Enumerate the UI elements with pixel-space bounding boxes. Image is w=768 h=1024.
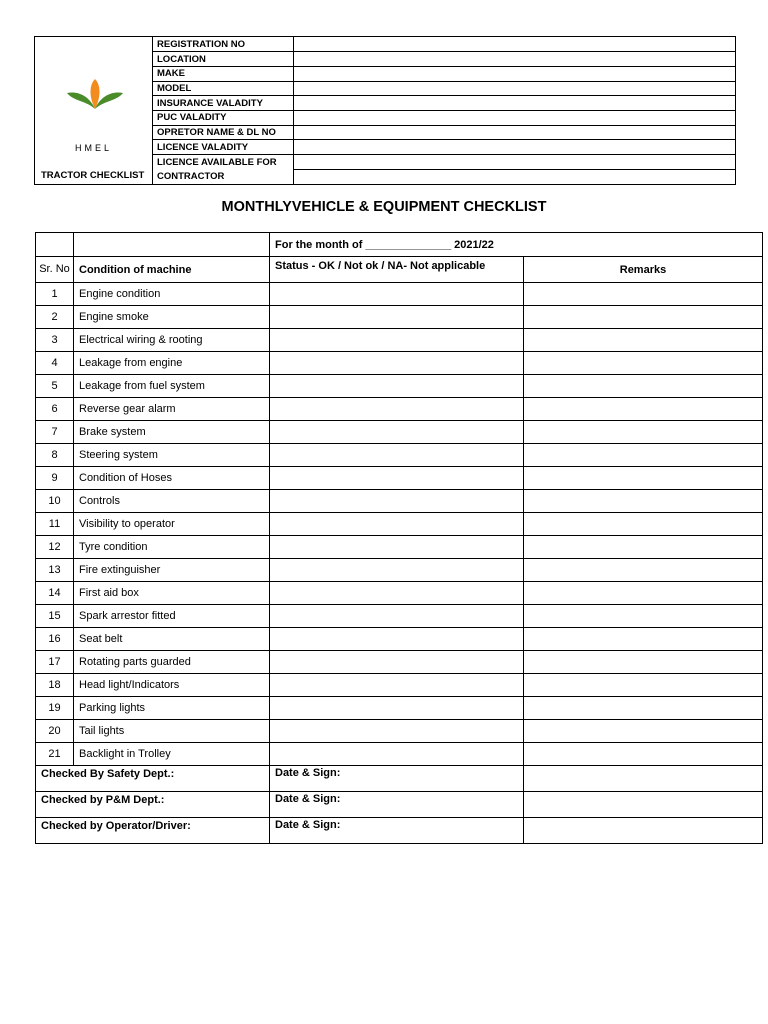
info-label: LICENCE VALADITY [152, 140, 293, 155]
checklist-row [36, 490, 763, 513]
col-status-header: Status - OK / Not ok / NA- Not applicable [270, 257, 524, 283]
checklist-row [36, 398, 763, 421]
row-number: 2 [36, 306, 74, 329]
info-label: LICENCE AVAILABLE FOR [152, 155, 293, 170]
info-row [152, 169, 736, 184]
row-number: 3 [36, 329, 74, 352]
signature-label: Checked By Safety Dept.: [36, 766, 270, 792]
info-label: MODEL [152, 81, 293, 96]
checklist-row [36, 743, 763, 766]
checklist-row [36, 306, 763, 329]
checklist-row [36, 720, 763, 743]
row-item: Head light/Indicators [74, 674, 270, 697]
info-value-field[interactable] [293, 125, 736, 140]
row-number: 17 [36, 651, 74, 674]
row-item: Electrical wiring & rooting [74, 329, 270, 352]
info-row [152, 155, 736, 170]
row-number: 7 [36, 421, 74, 444]
row-item: Tail lights [74, 720, 270, 743]
row-number: 1 [36, 283, 74, 306]
checklist-row [36, 651, 763, 674]
row-status-field[interactable] [270, 329, 524, 352]
row-status-field[interactable] [270, 559, 524, 582]
checklist-row [36, 536, 763, 559]
row-remarks-field[interactable] [524, 536, 763, 559]
row-item: Brake system [74, 421, 270, 444]
row-number: 8 [36, 444, 74, 467]
info-row [152, 52, 736, 67]
signature-remarks-field[interactable] [524, 792, 763, 818]
row-number: 19 [36, 697, 74, 720]
vehicle-info-header [34, 36, 736, 185]
checklist-row [36, 467, 763, 490]
date-sign-field[interactable]: Date & Sign: [270, 818, 524, 844]
row-number: 21 [36, 743, 74, 766]
signature-row [36, 792, 763, 818]
col-remarks-header: Remarks [524, 257, 763, 283]
row-status-field[interactable] [270, 306, 524, 329]
row-number: 14 [36, 582, 74, 605]
row-number: 16 [36, 628, 74, 651]
signature-label: Checked by P&M Dept.: [36, 792, 270, 818]
row-status-field[interactable] [270, 375, 524, 398]
checklist-row [36, 697, 763, 720]
row-remarks-field[interactable] [524, 605, 763, 628]
checklist-row [36, 375, 763, 398]
row-remarks-field[interactable] [524, 306, 763, 329]
row-status-field[interactable] [270, 467, 524, 490]
vehicle-info-table [152, 37, 736, 184]
checklist-row [36, 559, 763, 582]
row-number: 18 [36, 674, 74, 697]
row-remarks-field[interactable] [524, 628, 763, 651]
row-status-field[interactable] [270, 398, 524, 421]
info-row [152, 66, 736, 81]
logo-text: HMEL [74, 143, 112, 153]
checklist-row [36, 283, 763, 306]
row-remarks-field[interactable] [524, 467, 763, 490]
row-status-field[interactable] [270, 352, 524, 375]
checklist-row [36, 329, 763, 352]
row-item: First aid box [74, 582, 270, 605]
col-srno-header: Sr. No [36, 257, 74, 283]
row-item: Fire extinguisher [74, 559, 270, 582]
row-number: 9 [36, 467, 74, 490]
row-remarks-field[interactable] [524, 697, 763, 720]
month-field[interactable]: For the month of ______________ 2021/22 [270, 233, 763, 257]
page-title: MONTHLYVEHICLE & EQUIPMENT CHECKLIST [221, 199, 547, 215]
info-label: PUC VALADITY [152, 110, 293, 125]
info-label: REGISTRATION NO [152, 37, 293, 52]
row-item: Leakage from fuel system [74, 375, 270, 398]
checklist-row [36, 421, 763, 444]
row-remarks-field[interactable] [524, 559, 763, 582]
checklist-row [36, 605, 763, 628]
row-status-field[interactable] [270, 490, 524, 513]
row-number: 5 [36, 375, 74, 398]
info-value-field[interactable] [293, 169, 736, 184]
row-remarks-field[interactable] [524, 743, 763, 766]
checklist-row [36, 352, 763, 375]
row-number: 11 [36, 513, 74, 536]
row-status-field[interactable] [270, 605, 524, 628]
tractor-checklist-label: TRACTOR CHECKLIST [41, 170, 145, 181]
info-row [152, 96, 736, 111]
row-status-field[interactable] [270, 720, 524, 743]
row-remarks-field[interactable] [524, 490, 763, 513]
info-value-field[interactable] [293, 52, 736, 67]
row-item: Steering system [74, 444, 270, 467]
checklist-row [36, 628, 763, 651]
checklist-row [36, 674, 763, 697]
month-row [36, 233, 763, 257]
row-item: Backlight in Trolley [74, 743, 270, 766]
info-value-field[interactable] [293, 110, 736, 125]
column-header-row [36, 257, 763, 283]
info-label: INSURANCE VALADITY [152, 96, 293, 111]
info-value-field[interactable] [293, 96, 736, 111]
row-number: 12 [36, 536, 74, 559]
info-row [152, 125, 736, 140]
info-value-field[interactable] [293, 37, 736, 52]
row-item: Reverse gear alarm [74, 398, 270, 421]
row-item: Leakage from engine [74, 352, 270, 375]
row-status-field[interactable] [270, 513, 524, 536]
row-remarks-field[interactable] [524, 720, 763, 743]
row-item: Spark arrestor fitted [74, 605, 270, 628]
signature-label: Checked by Operator/Driver: [36, 818, 270, 844]
row-remarks-field[interactable] [524, 352, 763, 375]
info-row [152, 37, 736, 52]
row-item: Engine smoke [74, 306, 270, 329]
row-status-field[interactable] [270, 697, 524, 720]
row-number: 20 [36, 720, 74, 743]
info-value-field[interactable] [293, 140, 736, 155]
row-status-field[interactable] [270, 536, 524, 559]
row-remarks-field[interactable] [524, 444, 763, 467]
row-item: Visibility to operator [74, 513, 270, 536]
info-row [152, 81, 736, 96]
info-value-field[interactable] [293, 81, 736, 96]
row-item: Seat belt [74, 628, 270, 651]
row-remarks-field[interactable] [524, 329, 763, 352]
info-label: LOCATION [152, 52, 293, 67]
row-number: 6 [36, 398, 74, 421]
row-item: Condition of Hoses [74, 467, 270, 490]
info-row [152, 110, 736, 125]
row-remarks-field[interactable] [524, 283, 763, 306]
hmel-logo-icon [65, 79, 125, 119]
row-remarks-field[interactable] [524, 674, 763, 697]
row-item: Engine condition [74, 283, 270, 306]
row-remarks-field[interactable] [524, 398, 763, 421]
row-status-field[interactable] [270, 421, 524, 444]
row-remarks-field[interactable] [524, 375, 763, 398]
date-sign-field[interactable]: Date & Sign: [270, 766, 524, 792]
row-status-field[interactable] [270, 283, 524, 306]
row-number: 10 [36, 490, 74, 513]
row-remarks-field[interactable] [524, 651, 763, 674]
checklist-table [35, 232, 763, 844]
info-label: MAKE [152, 66, 293, 81]
row-number: 4 [36, 352, 74, 375]
signature-remarks-field[interactable] [524, 818, 763, 844]
info-value-field[interactable] [293, 66, 736, 81]
info-label: OPRETOR NAME & DL NO [152, 125, 293, 140]
row-item: Rotating parts guarded [74, 651, 270, 674]
info-row [152, 140, 736, 155]
row-item: Tyre condition [74, 536, 270, 559]
row-remarks-field[interactable] [524, 582, 763, 605]
logo-cell [35, 37, 153, 184]
row-item: Controls [74, 490, 270, 513]
signature-remarks-field[interactable] [524, 766, 763, 792]
row-status-field[interactable] [270, 444, 524, 467]
row-status-field[interactable] [270, 674, 524, 697]
row-status-field[interactable] [270, 743, 524, 766]
row-item: Parking lights [74, 697, 270, 720]
info-value-field[interactable] [293, 155, 736, 170]
checklist-row [36, 513, 763, 536]
row-number: 15 [36, 605, 74, 628]
row-remarks-field[interactable] [524, 513, 763, 536]
col-condition-header: Condition of machine [74, 257, 270, 283]
date-sign-field[interactable]: Date & Sign: [270, 792, 524, 818]
checklist-row [36, 582, 763, 605]
row-remarks-field[interactable] [524, 421, 763, 444]
checklist-row [36, 444, 763, 467]
row-status-field[interactable] [270, 582, 524, 605]
row-number: 13 [36, 559, 74, 582]
signature-row [36, 766, 763, 792]
row-status-field[interactable] [270, 628, 524, 651]
info-label: CONTRACTOR [152, 169, 293, 184]
row-status-field[interactable] [270, 651, 524, 674]
signature-row [36, 818, 763, 844]
